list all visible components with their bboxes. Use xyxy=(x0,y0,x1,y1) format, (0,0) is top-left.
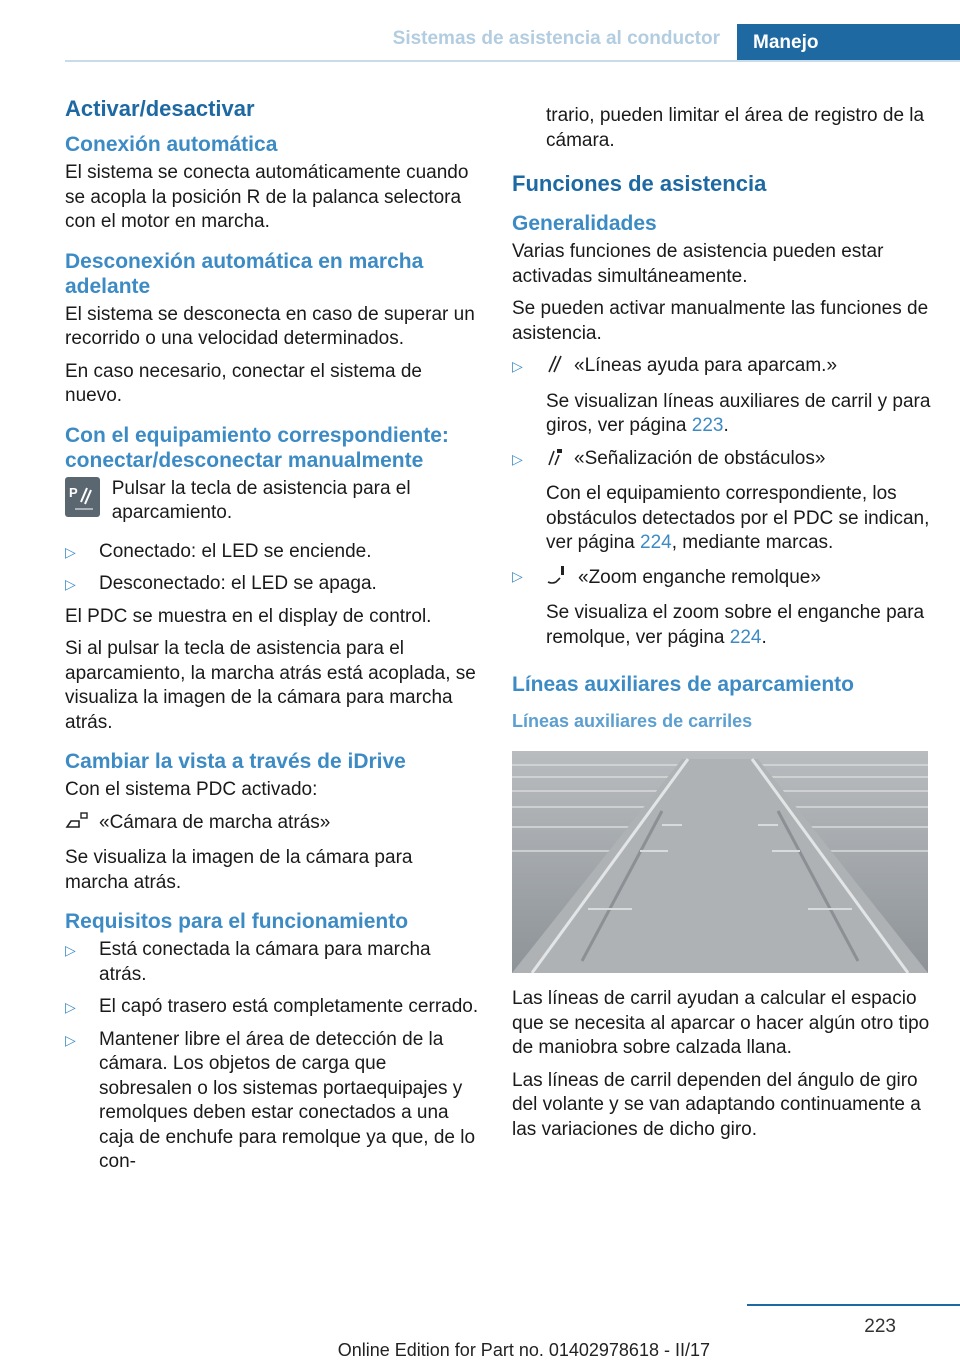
trailer-hitch-zoom-icon xyxy=(546,564,568,594)
paragraph-auto-on: El sistema se conecta automáticamente cuando se acopla la posición R de la palanca selectora con el motor en marcha. xyxy=(65,162,469,232)
heading-auto-on: Conexión automática xyxy=(65,133,278,156)
paragraph-general-2: Se pueden activar manualmente las funciones de asistencia. xyxy=(512,298,929,344)
triangle-right-icon: ▷ xyxy=(512,567,523,584)
heading-lane-lines: Líneas auxiliares de carriles xyxy=(512,711,753,731)
triangle-right-icon: ▷ xyxy=(512,450,523,467)
triangle-right-icon: ▷ xyxy=(65,576,76,592)
page-link[interactable]: 223 xyxy=(691,415,724,436)
paragraph-lines-2: Las líneas de carril dependen del ángulo de giro del volante y se van adaptando continuamente a las variaciones de dicho giro. xyxy=(512,1069,921,1140)
parking-lines-icon xyxy=(546,354,564,382)
right-column xyxy=(512,104,932,1150)
triangle-right-icon: ▷ xyxy=(65,999,76,1015)
page-link[interactable]: 224 xyxy=(640,532,672,553)
list-item: ▷ Mantener libre el área de detección de la cámara. Los objetos de carga que sobresalen o los sistemas portaequipajes y remolques deben estar conectados a una caja de enchufe para remolque ya que, de lo con- xyxy=(65,1028,480,1175)
obstacle-marking-icon xyxy=(546,447,564,475)
heading-manual: Con el equipamiento correspondiente: conectar/desconectar manualmente xyxy=(65,423,449,472)
heading-idrive: Cambiar la vista a través de iDrive xyxy=(65,750,406,773)
page-link[interactable]: 224 xyxy=(729,626,762,648)
paragraph-camera-shown: Se visualiza la imagen de la cámara para marcha atrás. xyxy=(65,847,413,893)
chapter-tab: Manejo xyxy=(737,24,960,62)
edition-label: Online Edition for Part no. 01402978618 - II/17 xyxy=(337,1340,710,1360)
triangle-right-icon: ▷ xyxy=(65,543,76,560)
paragraph-auto-off-2: En caso necesario, conectar el sistema de nuevo. xyxy=(65,360,422,406)
heading-lines: Líneas auxiliares de aparcamiento xyxy=(512,673,854,696)
paragraph-pdc-shown: El PDC se muestra en el display de control. xyxy=(65,605,432,627)
triangle-right-icon: ▷ xyxy=(65,942,76,958)
paragraph-continued: trario, pueden limitar el área de registro de la cámara. xyxy=(546,105,925,151)
lane-lines-illustration xyxy=(512,751,928,973)
list-item: ▷ «Zoom enganche remolque» Se visualiza el zoom sobre el enganche para remolque, ver página 224. xyxy=(512,564,932,651)
svg-text:P: P xyxy=(69,484,79,500)
list-item: ▷ Está conectada la cámara para marcha atrás. xyxy=(65,938,480,987)
camera-menu-row: «Cámara de marcha atrás» xyxy=(65,811,480,839)
page-number: 223 xyxy=(864,1316,896,1337)
paragraph-lines-1: Las líneas de carril ayudan a calcular el espacio que se necesita al aparcar o hacer algún otro tipo de maniobra sobre calzada llana. xyxy=(512,988,930,1058)
parking-assist-button-icon xyxy=(65,477,100,517)
heading-auto-off: Desconexión automática en marcha adelante xyxy=(65,249,424,298)
rear-camera-icon xyxy=(65,811,89,839)
list-item: ▷ El capó trasero está completamente cerrado. xyxy=(65,995,480,1020)
paragraph-general-1: Varias funciones de asistencia pueden estar activadas simultáneamente. xyxy=(512,241,884,287)
list-item: ▷ Conectado: el LED se enciende. xyxy=(65,540,480,565)
triangle-right-icon: ▷ xyxy=(512,358,523,374)
running-header-section: Sistemas de asistencia al conductor xyxy=(392,28,720,49)
manual-button-row xyxy=(65,477,480,526)
footer-rule xyxy=(747,1304,960,1306)
list-item: ▷ Desconectado: el LED se apaga. xyxy=(65,572,480,597)
heading-functions: Funciones de asistencia xyxy=(512,171,767,196)
paragraph-reverse: Si al pulsar la tecla de asistencia para el aparcamiento, la marcha atrás está acoplada, se visualiza la imagen de la cámara para marcha atrás. xyxy=(65,638,476,733)
left-column xyxy=(65,96,480,1183)
heading-general: Generalidades xyxy=(512,212,657,235)
paragraph-pdc-active: Con el sistema PDC activado: xyxy=(65,779,318,800)
paragraph-manual-button: Pulsar la tecla de asistencia para el aparcamiento. xyxy=(111,477,411,523)
paragraph-auto-off-1: El sistema se desconecta en caso de superar un recorrido o una velocidad determinados. xyxy=(65,303,475,349)
list-item: ▷ «Líneas ayuda para aparcam.» Se visualizan líneas auxiliares de carril y para giros, ver página 223. xyxy=(512,354,932,439)
heading-requirements: Requisitos para el funcionamiento xyxy=(65,910,409,933)
header-rule xyxy=(65,60,960,62)
triangle-right-icon: ▷ xyxy=(65,1031,76,1048)
heading-activate: Activar/desactivar xyxy=(65,96,255,121)
list-item: ▷ «Señalización de obstáculos» Con el equipamiento correspondiente, los obstáculos detectados por el PDC se indican, ver página 224, mediante marcas. xyxy=(512,447,932,556)
